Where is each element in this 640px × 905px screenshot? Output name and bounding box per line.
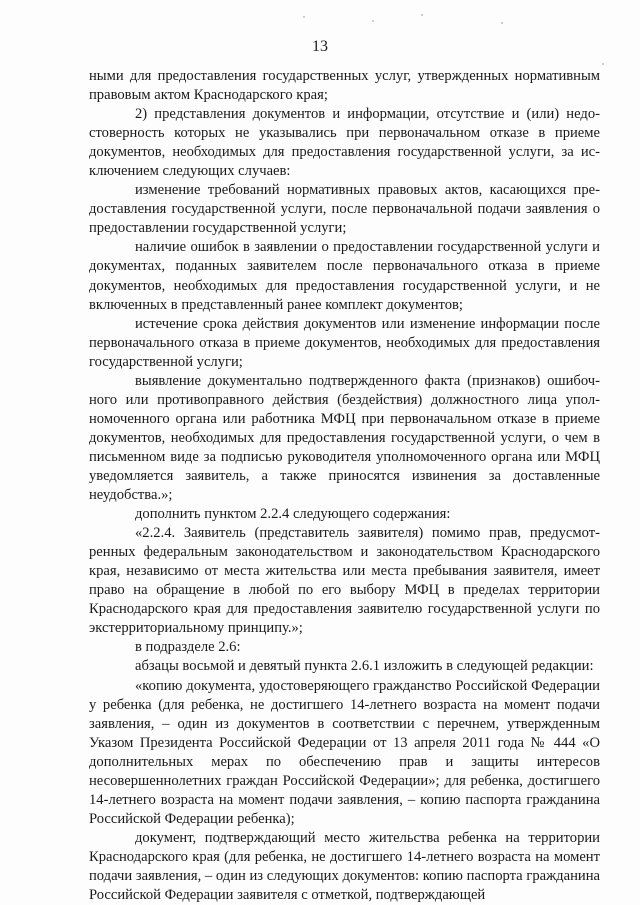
scan-speck (421, 14, 423, 16)
paragraph: наличие ошибок в заявлении о предоставлении государственной услуги и документах, поданных заявителем после первоначального отказа в приеме документов, необходимых для предоставления государственной услуги, и не включенных в представленный ранее комплект документов; (89, 239, 600, 313)
paragraph: изменение требований нормативных правовых актов, касающихся предоставления государственной услуги, после первоначальной подачи заявления о предоставлении государственной услуги; (89, 182, 600, 237)
paragraph: «2.2.4. Заявитель (представитель заявителя) помимо прав, предусмотренных федеральным законодательством и законодательством Краснодарского края, независимо от места жительства или места пребывания заявителя, имеет право на обращение в любой по его выбору МФЦ в пределах территории Краснодарского края для предоставления заявителю государственной услуги по экстерриториальному принципу.»; (89, 525, 600, 637)
paragraph: документ, подтверждающий место жительства ребенка на территории Краснодарского края (для ребенка, не достигшего 14-летнего возраста на момент подачи заявления, – один из следующих документов: копию паспорта гражданина Российской Федерации заявителя с отметкой, подтверждающей (89, 829, 600, 904)
paragraph: дополнить пунктом 2.2.4 следующего содержания: (135, 506, 451, 523)
scan-speck (372, 20, 374, 22)
paragraph: абзацы восьмой и девятый пункта 2.6.1 изложить в следующей редакции: (135, 658, 594, 675)
scan-speck (602, 63, 604, 65)
paragraph: 2) представления документов и информации, отсутствие и (или) недостоверность которых не указывались при первоначальном отказе в приеме документов, необходимых для предоставления государственной услуги, за исключением следующих случаев: (89, 106, 600, 180)
page-number: 13 (312, 38, 328, 55)
document-body (89, 67, 600, 905)
paragraph: «копию документа, удостоверяющего гражданство Российской Федерации у ребенка (для ребенка, не достигшего 14-летнего возраста на момент подачи заявления, – один из документов в соответствии с перечнем, утвержденным Указом Президента Российской Федерации от 13 апреля 2011 года № 444 «О дополнительных мерах по обеспечению прав и защиты интересов несовершеннолетних граждан Российской Федерации»; для ребенка, достигшего 14-летнего возраста на момент подачи заявления, – копию паспорта гражданина Российской Федерации ребенка); (89, 677, 600, 827)
paragraph: в подразделе 2.6: (135, 639, 241, 656)
paragraph: ными для предоставления государственных услуг, утвержденных нормативным правовым актом Краснодарского края; (89, 68, 600, 104)
scan-speck (501, 22, 503, 24)
paragraph: выявление документально подтвержденного факта (признаков) ошибочного или противоправного действия (бездействия) должностного лица уполномоченного органа или работника МФЦ при первоначальном отказе в приеме документов, необходимых для предоставления государственной услуги, о чем в письменном виде за подписью руководителя уполномоченного органа или МФЦ уведомляется заявитель, а также приносятся извинения за доставленные неудобства.»; (89, 372, 600, 504)
scan-speck (303, 16, 305, 18)
paragraph: истечение срока действия документов или изменение информации после первоначального отказа в приеме документов, необходимых для предоставления государственной услуги; (89, 315, 600, 370)
